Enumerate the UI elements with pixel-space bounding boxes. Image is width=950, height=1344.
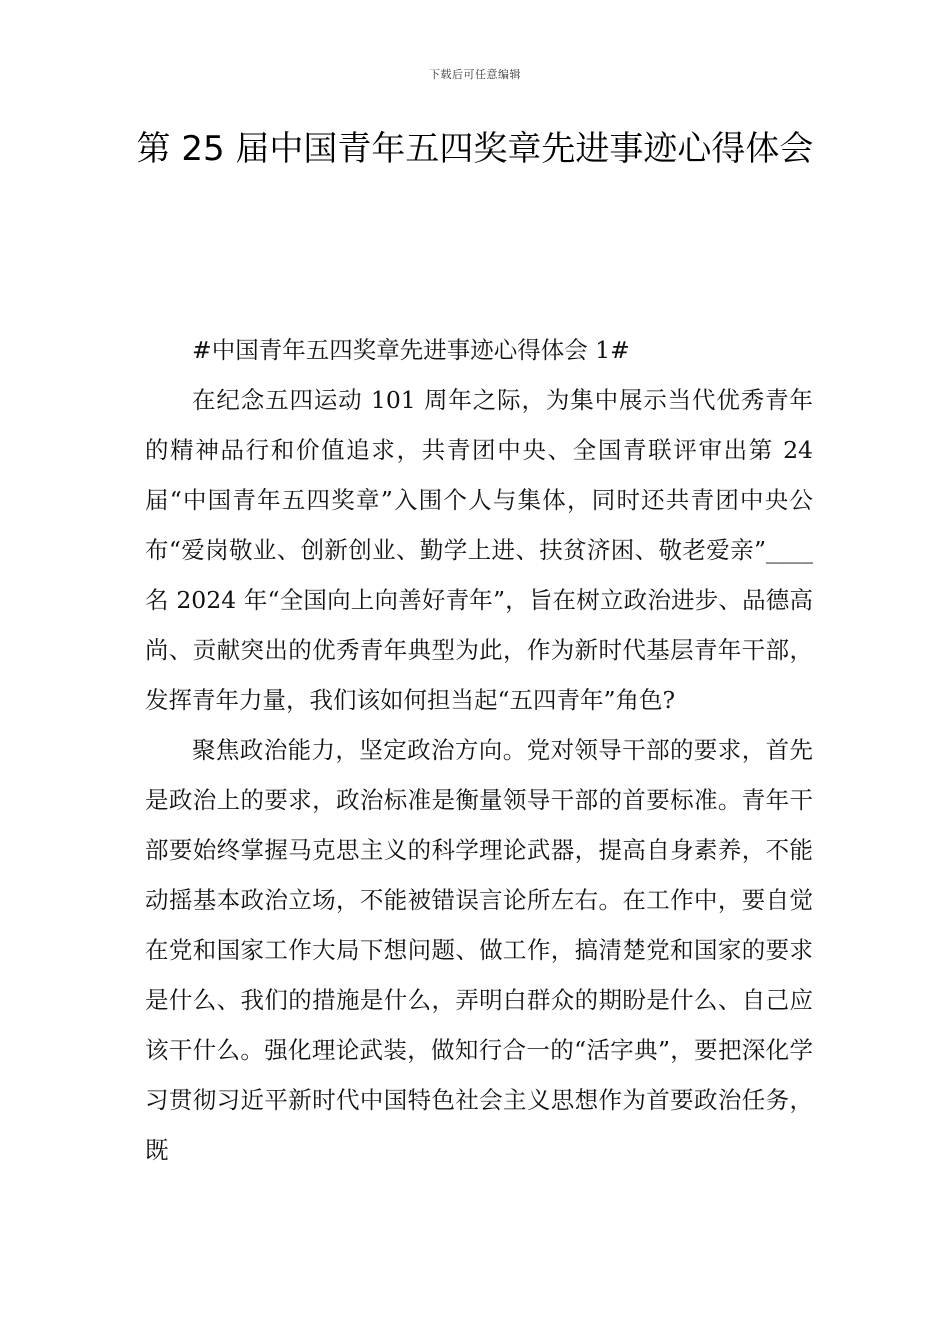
header-note: 下载后可任意编辑 [429,68,521,81]
body-paragraph: 聚焦政治能力，坚定政治方向。党对领导干部的要求，首先是政治上的要求，政治标准是衡量领导干部的首要标准。青年干部要始终掌握马克思主义的科学理论武器，提高自身素养，不能动摇基本政治立场，不能被错误言论所左右。在工作中，要自觉在党和国家工作大局下想问题、做工作，搞清楚党和国家的要求是什么、我们的措施是什么，弄明白群众的期盼是什么、自己应该干什么。强化理论武装，做知行合一的“活字典”，要把深化学习贯彻习近平新时代中国特色社会主义思想作为首要政治任务，既 [145,736,813,1164]
section-heading: #中国青年五四奖章先进事迹心得体会 1# [192,336,630,364]
body-paragraph: 在纪念五四运动 101 周年之际，为集中展示当代优秀青年的精神品行和价值追求，共青团中央、全国青联评审出第 24 届“中国青年五四奖章”入围个人与集体，同时还共青团中央公布“爱岗敬业、创新创业、勤学上进、扶贫济困、敬老爱亲”____名 2024 年“全国向上向善好青年”，旨在树立政治进步、品德高尚、贡献突出的优秀青年典型为此，作为新时代基层青年干部，发挥青年力量，我们该如何担当起“五四青年”角色? [145,386,813,714]
document-title: 第 25 届中国青年五四奖章先进事迹心得体会 [136,129,814,169]
document-body [145,325,813,1175]
